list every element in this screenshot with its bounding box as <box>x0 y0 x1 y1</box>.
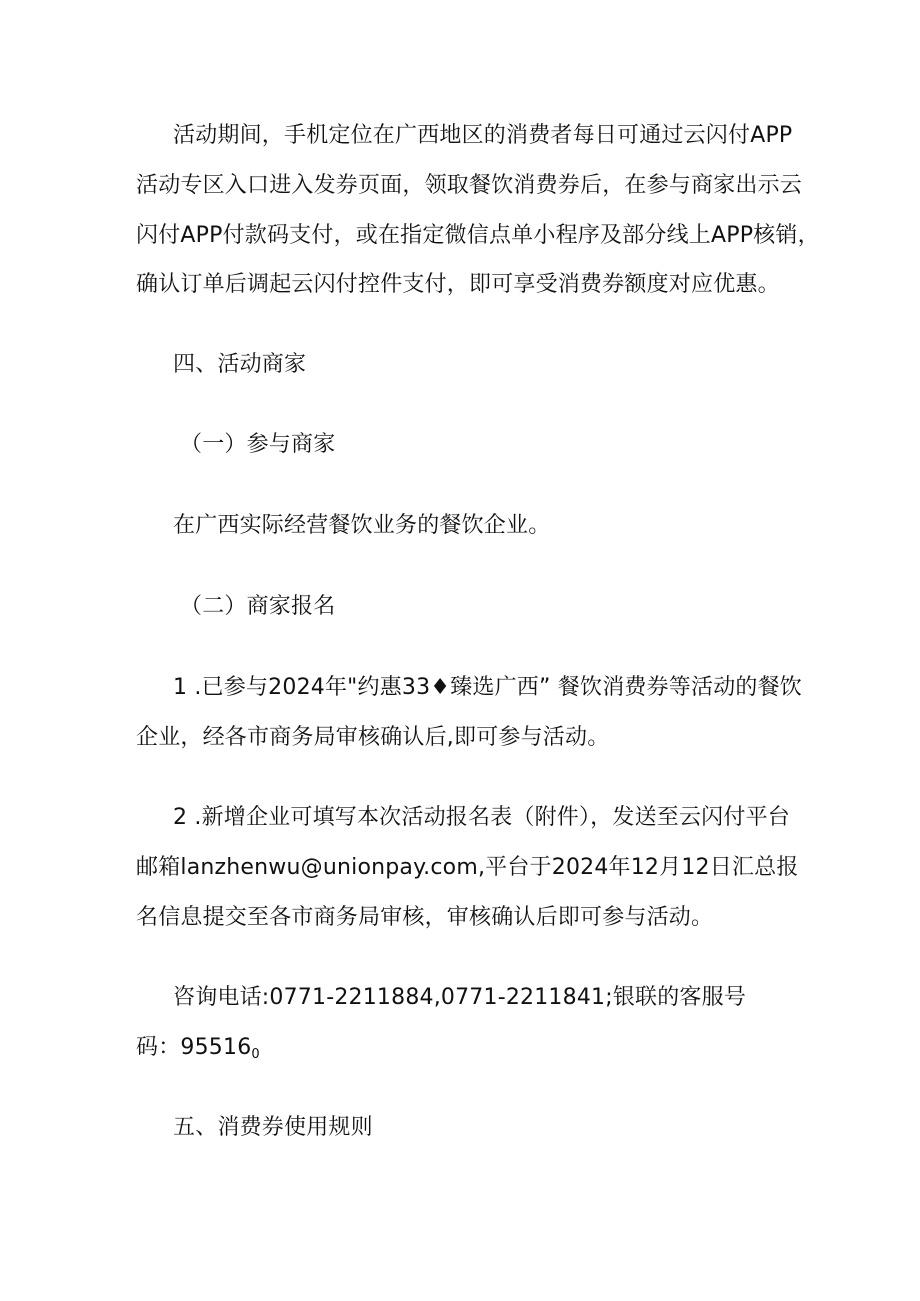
item-2-line-1: 2 .新增企业可填写本次活动报名表（附件），发送至云闪付平台 <box>173 805 790 830</box>
activity-paragraph-line-1: 活动期间，手机定位在广西地区的消费者每日可通过云闪付APP <box>173 123 793 148</box>
subsection-two-heading: （二）商家报名 <box>180 594 336 619</box>
item-1-line-2: 企业，经各市商务局审核确认后,即可参与活动。 <box>136 725 610 750</box>
activity-paragraph-line-2: 活动专区入口进入发券页面，领取餐饮消费券后，在参与商家出示云 <box>136 173 803 198</box>
service-number-line <box>136 1033 260 1070</box>
subsection-one-text: 在广西实际经营餐饮业务的餐饮企业。 <box>173 513 551 538</box>
item-1-line-1: 1 .已参与2024年"约惠33♦臻选广西” 餐饮消费券等活动的餐饮 <box>173 675 802 700</box>
item-2-line-2: 邮箱lanzhenwu@unionpay.com,平台于2024年12月12日汇总报 <box>136 855 799 880</box>
activity-paragraph-line-3: 闪付APP付款码支付，或在指定微信点单小程序及部分线上APP核销， <box>136 223 820 248</box>
section-four-heading: 四、活动商家 <box>173 352 307 377</box>
service-number-suffix: 0 <box>251 1047 260 1062</box>
activity-paragraph-line-4: 确认订单后调起云闪付控件支付，即可享受消费券额度对应优惠。 <box>136 272 780 297</box>
subsection-one-heading: （一）参与商家 <box>180 432 336 457</box>
section-five-heading: 五、消费券使用规则 <box>173 1115 373 1140</box>
item-2-line-3: 名信息提交至各市商务局审核，审核确认后即可参与活动。 <box>136 905 714 930</box>
contact-phone-line: 咨询电话:0771-2211884,0771-2211841;银联的客服号 <box>173 985 747 1010</box>
service-number-text: 码：95516 <box>136 1035 252 1060</box>
